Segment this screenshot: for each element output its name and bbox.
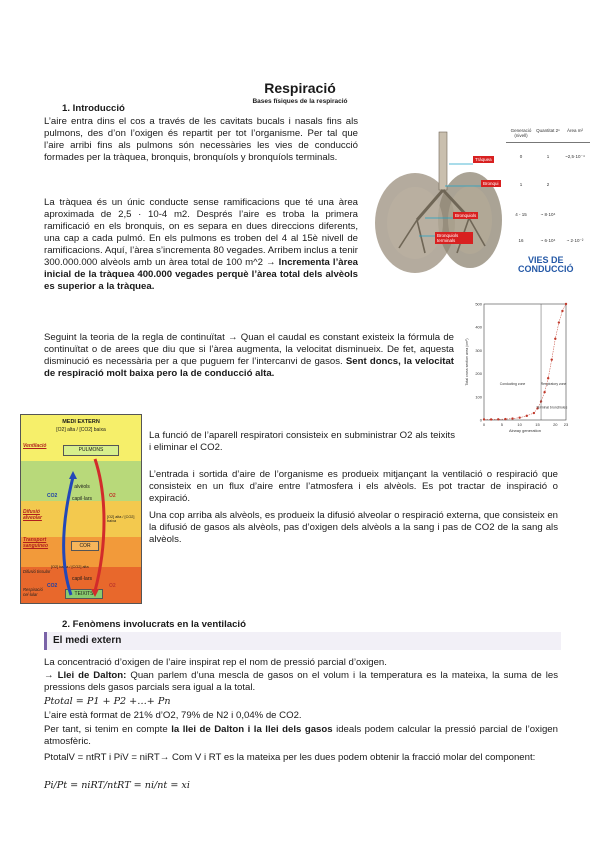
box-capillaries-top: capil·lars	[71, 496, 92, 502]
row-cellular: Respiració cel·lular	[23, 587, 43, 597]
exchange-arrows	[21, 415, 141, 603]
y-tick-label: 300	[475, 347, 482, 353]
y-tick-label: 400	[475, 324, 482, 330]
gas-co2-bottom: CO2	[47, 583, 58, 589]
y-tick-label: 200	[475, 371, 482, 377]
x-tick-label: 10	[517, 422, 522, 427]
subsection-header	[44, 632, 561, 650]
table-cell: ~ 6·10⁴	[540, 238, 556, 243]
ideal-gas-paragraph: PtotalV = ntRT i PiV = niRT→ Com V i RT es la mateixa per les dues podem obtenir la fracció molar del component:	[44, 752, 536, 763]
row-transport: Transport sanguineo	[23, 537, 49, 549]
box-lungs: PULMONS	[63, 445, 119, 456]
data-point	[490, 418, 492, 420]
trachea-bold: Incrementa l’àrea inicial de la tràquea 400.000 vegades perquè l’àrea total dels alvèols es superior a la tràquea.	[44, 257, 358, 292]
section2-heading: 2. Fenòmens involucrats en la ventilació	[62, 619, 246, 630]
row-alveolar: Difusió alveolar	[23, 509, 42, 521]
continuity-paragraph	[44, 332, 454, 380]
annotation-conducting: Conducting zone	[499, 382, 526, 387]
y-tick-label: 100	[475, 394, 482, 400]
table-header-area: Àrea m²	[566, 128, 583, 133]
gas-laws-bold: la llei de Dalton i la llei dels gasos	[171, 724, 333, 735]
y-axis-label: Total cross section area (cm²)	[465, 338, 469, 386]
gas-o2-top: O2	[109, 493, 116, 499]
table-row	[506, 238, 590, 246]
table-row	[506, 182, 590, 190]
lung-illustration	[365, 128, 505, 278]
annotation-respiratory: Respiratory zone	[540, 382, 567, 387]
diffusion-paragraph: Una cop arriba als alvèols, es produeix la difusió alveolar o respiració externa, que consisteix en la difusió de gasos als alvèols, pas d’oxigen dels alvèols a la sang i pas de CO2 de la sang als alvèols.	[149, 510, 558, 545]
co2-arrowhead	[69, 471, 77, 479]
data-point	[547, 377, 549, 379]
airway-table-header	[506, 128, 590, 143]
gas-laws-start: Per tant, si tenim en compte	[44, 724, 172, 735]
conduction-caption	[518, 256, 574, 274]
y-tick-label: 0	[479, 417, 482, 423]
dalton-formula: Ptotal = P1 + P2 +…+ Pn	[44, 696, 171, 707]
data-point	[554, 338, 556, 340]
data-point	[533, 412, 535, 414]
co2-arrow	[64, 477, 73, 595]
dalton-label: → Llei de Dalton:	[44, 670, 127, 681]
table-cell: 4 - 15	[515, 212, 527, 217]
table-row	[506, 154, 590, 162]
subsection-title: El medi extern	[53, 635, 122, 646]
conc-label-low: [O2] baixa / [CO2] alta	[51, 565, 89, 569]
gas-laws-paragraph	[44, 724, 558, 748]
x-axis-label: Airway generation	[508, 428, 542, 433]
table-cell: 16	[518, 238, 524, 243]
table-cell: 0	[519, 154, 523, 159]
table-header-generation: Generació (nivell)	[510, 128, 532, 138]
box-capillaries-bottom: capil·lars	[71, 576, 92, 582]
table-cell: ~ 2·10⁻²	[566, 238, 584, 243]
section1-heading: 1. Introducció	[62, 103, 125, 114]
label-bronchioles: Bronquiols	[455, 213, 477, 218]
x-tick-label: 5	[500, 422, 503, 427]
label-terminal-bronchioles: Bronquiols terminals	[435, 232, 473, 244]
box-heart: COR	[71, 541, 99, 551]
trachea-text: La tràquea és un únic conducte sense ramificacions que té una àrea aproximada de 2,5 · 10-4 m2. Després l’aire es troba la primera ramificació en els bronquis, on es separa en dues direccions diferents, una cap a cada pulmó. En els pulmons es troben del 4 al 15è nivell de ramificacions. Aquí, l’àrea s’incrementa 80 vegades. Arribem inclus a tenir 300.000.000 alvèols amb un àrea total de 100 m^2 →	[44, 197, 358, 268]
table-row	[506, 212, 590, 220]
function-paragraph: La funció de l’aparell respiratori consisteix en subministrar O2 als teixits i eliminar el CO2.	[149, 430, 455, 453]
intro-paragraph: L’aire entra dins el cos a través de les cavitats bucals i nasals fins als pulmons, des d’on l’oxigen és repartit per tot l’organisme. Per tal que l’aire arribi fins als pulmons són necessàries les vies de conducció formades per la tràquea, bronquis, bronquíols y bronquíols terminals.	[44, 116, 358, 163]
continuity-text: Seguint la teoria de la regla de continuïtat → Quan el caudal es constant existeix la fórmula de continuïtat o de arees que diu que si l’àrea augmenta, la velocitat disminueix. De fet, aquesta disminució es necessària per a que puguem fer l’intercanvi de gasos.	[44, 332, 454, 367]
diagram-subtitle: [O2] alta / [CO2] baixa	[56, 427, 106, 433]
conduction-caption-line2: CONDUCCIÓ	[518, 264, 574, 274]
x-tick-label: 23	[563, 422, 569, 427]
air-composition-paragraph: L’aire està format de 21% d’O2, 79% de N2 i 0,04% de CO2.	[44, 710, 302, 721]
continuity-bold: Sent doncs, la velocitat de respiració molt baixa pero la de conducció alta.	[44, 356, 454, 379]
label-bronchus: Bronqui	[483, 181, 499, 186]
table-cell: ~2,5·10⁻⁴	[565, 154, 585, 159]
data-point	[561, 310, 563, 312]
lung-figure	[365, 128, 505, 278]
diagram-title: MEDI EXTERN	[62, 419, 100, 425]
data-point	[504, 418, 506, 420]
gas-o2-bottom: O2	[109, 583, 116, 589]
label-trachea: Tràquea	[475, 157, 492, 162]
x-tick-label: 0	[482, 422, 486, 427]
data-point	[543, 391, 545, 393]
x-tick-label: 15	[535, 422, 540, 427]
table-cell: 1	[519, 182, 523, 187]
box-tissues: TEIXITS	[65, 589, 103, 599]
data-point	[511, 417, 513, 419]
chart-frame	[484, 304, 566, 420]
conduction-caption-line1: VIES DE	[527, 255, 564, 265]
oxygen-pressure-paragraph: La concentració d’oxigen de l’aire inspirat rep el nom de pressió parcial d’oxigen.	[44, 657, 387, 668]
molar-fraction-formula: Pi/Pt = niRT/ntRT = ni/nt = xi	[44, 780, 190, 791]
row-tissue: Difusió tissular	[23, 569, 51, 574]
page-subtitle: Bases físiques de la respiració	[252, 98, 348, 105]
data-point	[518, 416, 520, 418]
conc-label-high: [O2] alta / [CO2] baixa	[107, 515, 135, 523]
y-tick-label: 500	[475, 301, 482, 307]
dalton-paragraph	[44, 670, 558, 694]
table-cell: 1	[546, 154, 550, 159]
trachea-paragraph	[44, 197, 358, 293]
gas-laws-end: ideals podem calcular la pressió parcial de l’oxigen atmosfèric.	[44, 724, 558, 747]
data-point	[551, 358, 553, 360]
gas-co2-top: CO2	[47, 493, 58, 499]
area-chart	[462, 298, 572, 440]
x-tick-label: 20	[553, 422, 558, 427]
annotation-terminal: Terminal bronchioles	[536, 405, 568, 410]
dalton-text: Quan parlem d’una mescla de gasos on el volum i la temperatura es la mateixa, la suma de les pressions dels gasos parcials sera igual a la total.	[44, 670, 559, 693]
box-alveoli: alvèols	[74, 484, 90, 490]
o2-arrow	[95, 459, 104, 591]
data-point	[526, 415, 528, 417]
series-line	[484, 304, 566, 420]
data-point	[483, 418, 485, 420]
data-point	[558, 321, 560, 323]
table-cell: ~ 8·10⁴	[540, 212, 556, 217]
table-cell: 2	[546, 182, 550, 187]
ventilation-paragraph: L’entrada i sortida d’aire de l’organisme es produeix mitjançant la ventilació o respiració que consisteix en un flux d’aire entre l’atmosfera i els alvèols. Es pot tractar de inspiració o expiració.	[149, 469, 558, 504]
row-ventilation: Ventilació	[23, 443, 47, 449]
table-header-quantity: Quantitat 2ⁿ	[536, 128, 560, 133]
data-point	[497, 418, 499, 420]
gas-exchange-diagram	[20, 414, 142, 604]
o2-arrowhead	[91, 589, 99, 597]
page-title: Respiració	[264, 80, 336, 96]
data-point	[565, 303, 567, 305]
